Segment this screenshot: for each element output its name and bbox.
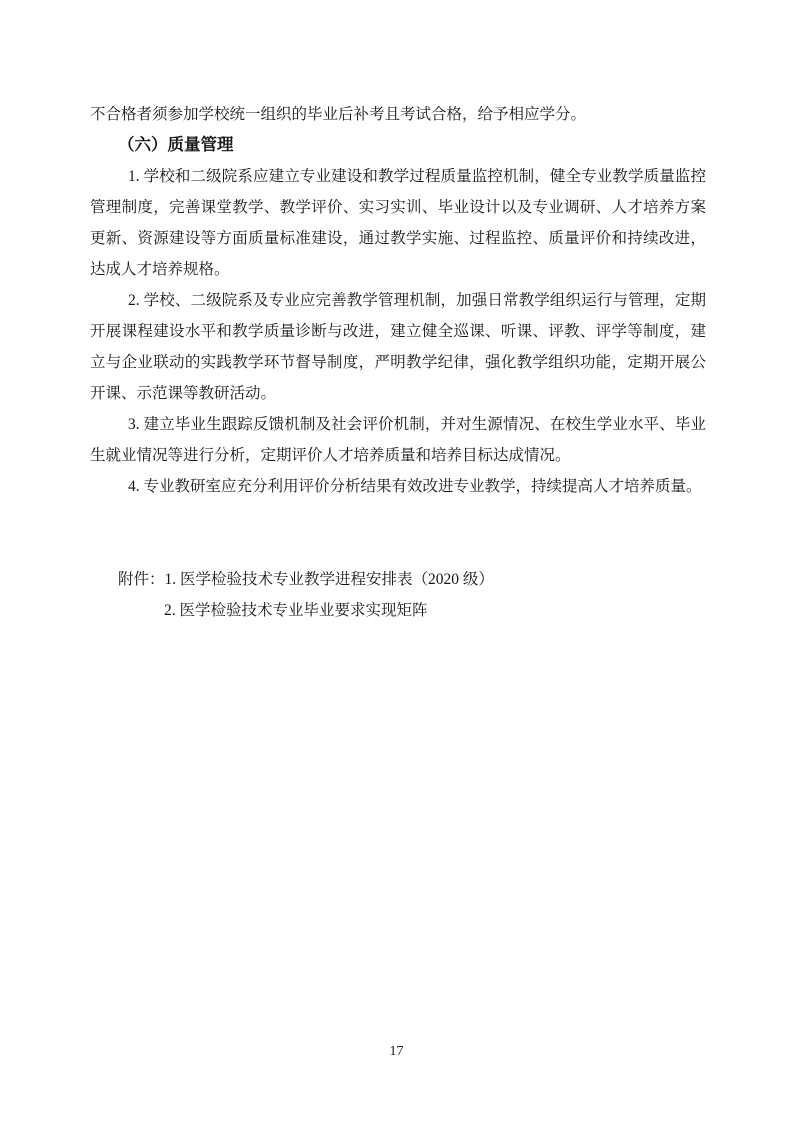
paragraph-2: 2. 学校、二级院系及专业应完善教学管理机制，加强日常教学组织运行与管理，定期开展课程建设水平和教学质量诊断与改进，建立健全巡课、听课、评教、评学等制度，建立与企业联动的实践教学环节督导制度，严明教学纪律，强化教学组织功能，定期开展公开课、示范课等教研活动。 xyxy=(90,292,706,402)
attachment-line-2 xyxy=(90,595,706,626)
paragraph-3: 3. 建立毕业生跟踪反馈机制及社会评价机制，并对生源情况、在校生学业水平、毕业生就业情况等进行分析，定期评价人才培养质量和培养目标达成情况。 xyxy=(90,416,706,464)
attachment-item-1: 1. 医学检验技术专业教学进程安排表（2020 级） xyxy=(164,571,494,588)
attachment-item-2: 2. 医学检验技术专业毕业要求实现矩阵 xyxy=(164,602,428,619)
section-heading-quality-management: （六）质量管理 xyxy=(118,136,234,154)
paragraph-continuation: 不合格者须参加学校统一组织的毕业后补考且考试合格，给予相应学分。 xyxy=(90,106,587,123)
page-number: 17 xyxy=(389,1044,404,1059)
attachment-line-1 xyxy=(90,564,706,595)
document-content xyxy=(90,99,706,626)
attachments-label: 附件： xyxy=(118,571,165,588)
paragraph-4: 4. 专业教研室应充分利用评价分析结果有效改进专业教学，持续提高人才培养质量。 xyxy=(128,478,702,495)
attachments-block xyxy=(90,564,706,626)
paragraph-1: 1. 学校和二级院系应建立专业建设和教学过程质量监控机制，健全专业教学质量监控管理制度，完善课堂教学、教学评价、实习实训、毕业设计以及专业调研、人才培养方案更新、资源建设等方面质量标准建设，通过教学实施、过程监控、质量评价和持续改进，达成人才培养规格。 xyxy=(90,168,706,278)
